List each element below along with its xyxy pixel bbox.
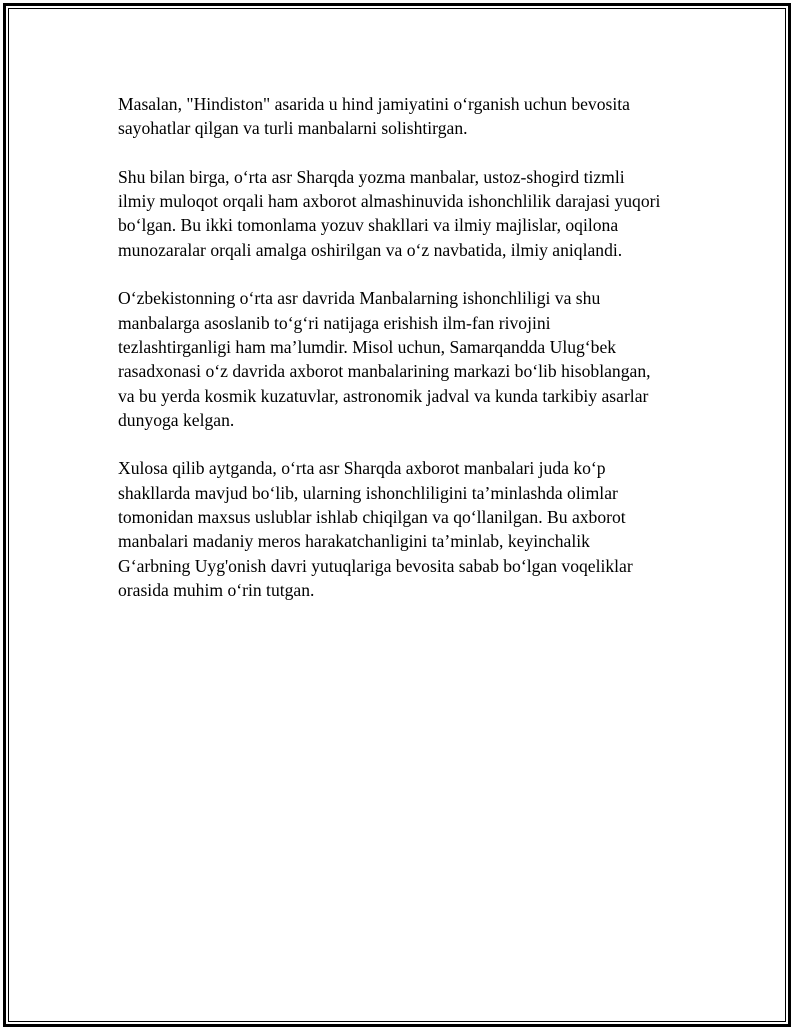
text-line: O‘zbekistonning o‘rta asr davrida Manbalarning ishonchliligi va shu (118, 288, 601, 309)
text-line: G‘arbning Uyg'onish davri yutuqlariga bevosita sabab bo‘lgan voqeliklar (118, 555, 633, 576)
text-line: munozaralar orqali amalga oshirilgan va o‘z navbatida, ilmiy aniqlandi. (118, 239, 623, 260)
text-line: rasadxonasi o‘z davrida axborot manbalarining markazi bo‘lib hisoblangan, (118, 361, 651, 382)
text-line: orasida muhim o‘rin tutgan. (118, 579, 315, 600)
text-line: bo‘lgan. Bu ikki tomonlama yozuv shakllari va ilmiy majlislar, oqilona (118, 215, 619, 236)
paragraph-1 (118, 92, 688, 141)
text-line: shakllarda mavjud bo‘lib, ularning ishonchliligini ta’minlashda olimlar (118, 482, 618, 503)
text-line: dunyoga kelgan. (118, 409, 235, 430)
paragraph-2 (118, 165, 688, 262)
paragraph-4 (118, 456, 688, 602)
text-line: sayohatlar qilgan va turli manbalarni solishtirgan. (118, 118, 468, 139)
text-line: Shu bilan birga, o‘rta asr Sharqda yozma manbalar, ustoz-shogird tizmli (118, 166, 625, 187)
text-line: manbalari madaniy meros harakatchanligini ta’minlab, keyinchalik (118, 531, 590, 552)
text-line: manbalarga asoslanib to‘g‘ri natijaga erishish ilm-fan rivojini (118, 312, 551, 333)
text-line: ilmiy muloqot orqali ham axborot almashinuvida ishonchlilik darajasi yuqori (118, 191, 661, 212)
text-line: tezlashtirganligi ham ma’lumdir. Misol uchun, Samarqandda Ulug‘bek (118, 336, 617, 357)
paragraph-3 (118, 286, 688, 432)
text-line: Masalan, "Hindiston" asarida u hind jamiyatini o‘rganish uchun bevosita (118, 94, 630, 114)
text-line: tomonidan maxsus uslublar ishlab chiqilgan va qo‘llanilgan. Bu axborot (118, 507, 626, 528)
text-line: Xulosa qilib aytganda, o‘rta asr Sharqda axborot manbalari juda ko‘p (118, 458, 606, 479)
document-body (118, 92, 688, 627)
text-line: va bu yerda kosmik kuzatuvlar, astronomik jadval va kunda tarkibiy asarlar (118, 385, 649, 406)
